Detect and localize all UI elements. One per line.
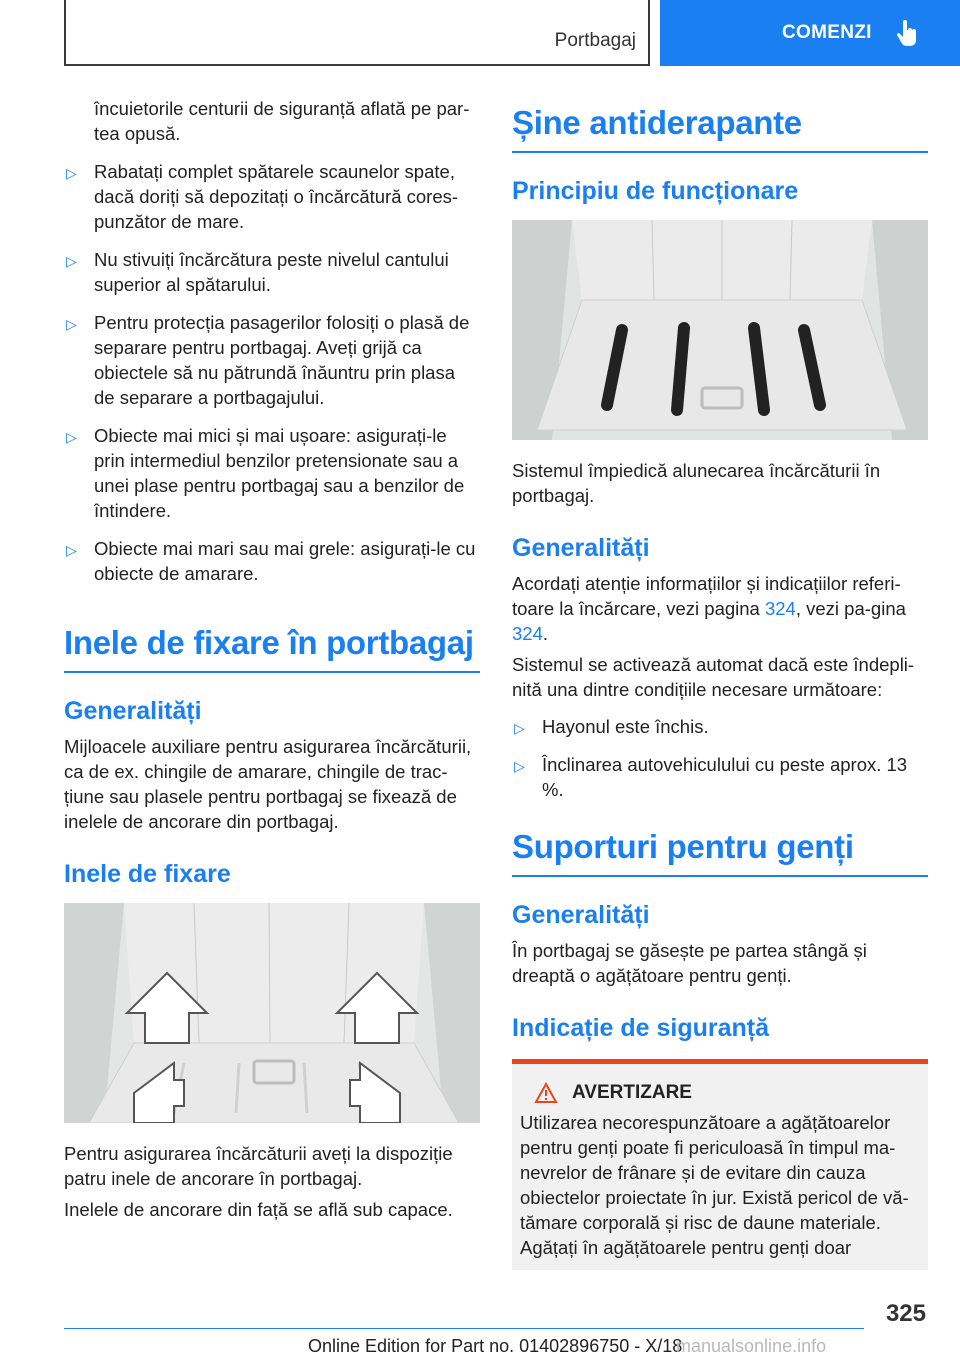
subheading-general-bags: Generalități	[512, 901, 650, 929]
subheading-rings: Inele de fixare	[64, 860, 231, 888]
general-paragraph: Mijloacele auxiliare pentru asigurarea încărcăturii, ca de ex. chingile de amarare, chingile de trac-țiune sau plasele pentru portbagaj se fixează de inelele de ancorare din portbagaj.	[64, 736, 472, 832]
subheading-general: Generalități	[64, 697, 202, 725]
list-item: ▷ Rabatați complet spătarele scaunelor spate, dacă doriți să depozitați o încărcătură cores-punzător de mare.	[66, 161, 459, 232]
list-item: ▷ Nu stivuiți încărcătura peste nivelul cantului superior al spătarului.	[66, 249, 449, 295]
trunk-rings-image	[64, 903, 480, 1123]
section-heading-bag-hooks: Suporturi pentru genți	[512, 828, 928, 877]
rings-paragraph-1: Pentru asigurarea încărcăturii aveți la dispoziție patru inele de ancorare în portbagaj.	[64, 1143, 453, 1189]
commands-button-label: COMENZI	[782, 22, 872, 43]
warning-triangle-icon	[534, 1082, 558, 1104]
page-ref-link[interactable]: 324	[512, 623, 543, 644]
section-title: Portbagaj	[554, 30, 636, 51]
edition-note: Online Edition for Part no. 01402896750 - X/18	[308, 1336, 683, 1356]
watermark: manualsonline.info	[676, 1336, 827, 1356]
anti-slip-rails-image	[512, 220, 928, 440]
triangle-bullet-icon: ▷	[66, 165, 77, 181]
bags-paragraph: În portbagaj se găsește pe partea stângă și dreaptă o agățătoare pentru genți.	[512, 940, 867, 986]
subheading-general-rails: Generalități	[512, 534, 650, 562]
activation-paragraph: Sistemul se activează automat dacă este îndepli-nită una dintre condițiile necesare următoare:	[512, 654, 915, 700]
footer-divider	[64, 1328, 864, 1329]
commands-button[interactable]	[660, 0, 960, 66]
section-heading-rings: Inele de fixare în portbagaj	[64, 624, 480, 673]
warning-text: Utilizarea necorespunzătoare a agățătoarelor pentru genți poate fi periculoasă în timpul ma-nevrelor de frânare și de evitare din cauza obiectelor proiectate în jur. Există pericol de vă-tămare corporală și risc de daune materiale. Agățați în agățătoarele pentru genți doar	[520, 1112, 909, 1258]
subheading-safety: Indicație de siguranță	[512, 1014, 770, 1042]
subheading-principle: Principiu de funcționare	[512, 177, 799, 205]
triangle-bullet-icon: ▷	[66, 429, 77, 445]
conditions-list	[512, 714, 928, 802]
left-column	[64, 96, 480, 1228]
triangle-bullet-icon: ▷	[514, 720, 525, 736]
general-rails-paragraph: Acordați atenție informațiilor și indicațiilor referi-toare la încărcare, vezi pagina 324, vezi pa-gina 324.	[512, 573, 906, 644]
section-heading-rails: Șine antiderapante	[512, 104, 928, 153]
warning-box	[512, 1059, 928, 1270]
hand-touch-icon	[896, 19, 918, 47]
list-item: ▷ Înclinarea autovehiculului cu peste aprox. 13 %.	[514, 754, 908, 800]
header-tab	[64, 0, 650, 66]
principle-paragraph: Sistemul împiedică alunecarea încărcăturii în portbagaj.	[512, 460, 881, 506]
triangle-bullet-icon: ▷	[66, 253, 77, 269]
rings-paragraph-2: Inelele de ancorare din față se află sub capace.	[64, 1199, 453, 1220]
trunk-rings-illustration	[64, 903, 480, 1123]
list-item: ▷ Pentru protecția pasagerilor folosiți o plasă de separare pentru portbagaj. Aveți grijă ca obiectele să nu pătrundă înăuntru prin plasa de separare a portbagajului.	[66, 312, 470, 408]
warning-title: AVERTIZARE	[520, 1082, 920, 1104]
right-column	[512, 104, 928, 1270]
page-number: 325	[885, 1300, 926, 1327]
list-item: ▷ Obiecte mai mici și mai ușoare: asigurați-le prin intermediul benzilor pretensionate sau a unei plase pentru portbagaj sau a benzilor de întindere.	[66, 425, 465, 521]
page-ref-link[interactable]: 324	[764, 598, 796, 619]
triangle-bullet-icon: ▷	[66, 542, 77, 558]
list-item: ▷ Hayonul este închis.	[512, 714, 928, 739]
continued-text: încuietorile centurii de siguranță aflată pe par-tea opusă.	[94, 98, 470, 144]
cargo-bullet-list	[64, 159, 480, 586]
triangle-bullet-icon: ▷	[514, 758, 525, 774]
triangle-bullet-icon: ▷	[66, 316, 77, 332]
anti-slip-rails-illustration	[512, 220, 928, 440]
list-item: ▷ Obiecte mai mari sau mai grele: asigurați-le cu obiecte de amarare.	[66, 538, 476, 584]
